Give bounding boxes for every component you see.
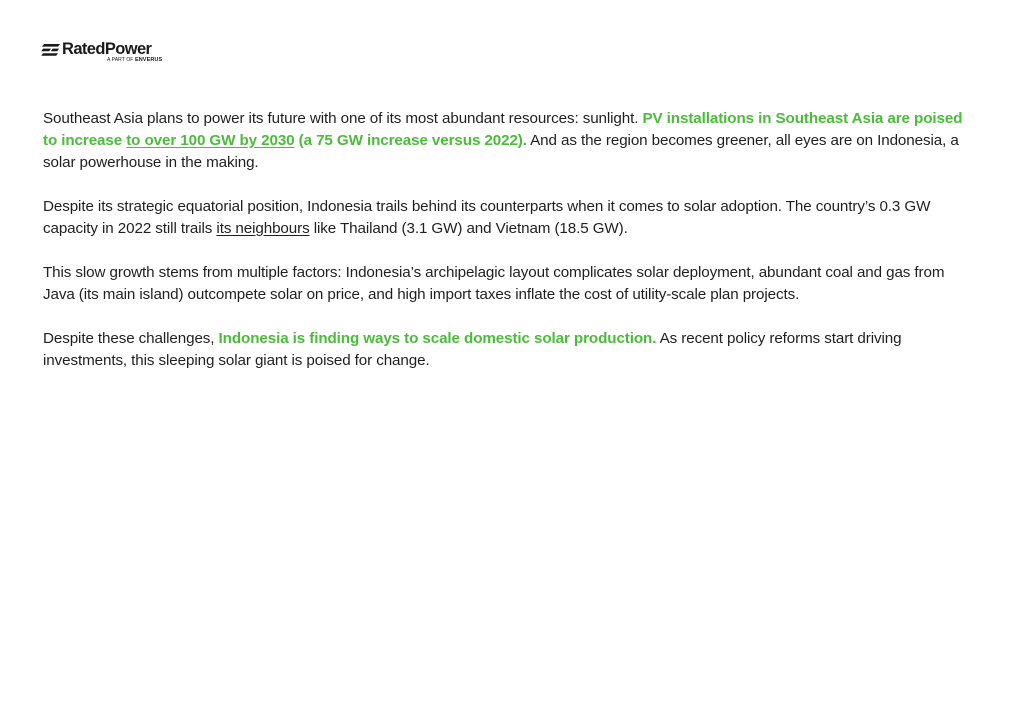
paragraph-4 xyxy=(43,328,978,372)
brand-tagline-brand: ENVERUS xyxy=(134,57,163,63)
ratedpower-mark-icon xyxy=(41,43,60,55)
paragraph-4-text-a: Despite these challenges, xyxy=(43,330,219,347)
brand-tagline-prefix: A PART OF xyxy=(107,57,134,63)
its-neighbours-link[interactable]: its neighbours xyxy=(216,220,310,237)
paragraph-1-highlight-b: (a 75 GW increase versus 2022). xyxy=(294,132,527,149)
paragraph-1-text-b: And as the region becomes greener, all eyes are on Indonesia, a solar powerhouse in the making. xyxy=(43,132,959,171)
paragraph-2 xyxy=(43,196,978,240)
paragraph-1 xyxy=(43,108,978,174)
ratedpower-logo[interactable] xyxy=(41,41,161,65)
brand-tagline xyxy=(107,57,162,63)
paragraph-1-highlight-a: PV installations in Southeast Asia are poised to increase xyxy=(43,110,963,149)
pv-forecast-link[interactable]: to over 100 GW by 2030 xyxy=(126,132,295,149)
paragraph-1-text-a: Southeast Asia plans to power its future with one of its most abundant resources: sunlight. xyxy=(43,110,643,127)
brand-name: RatedPower xyxy=(62,40,152,58)
paragraph-3: This slow growth stems from multiple factors: Indonesia’s archipelagic layout complicates solar deployment, abundant coal and gas from Java (its main island) outcompete solar on price, and high import taxes inflate the cost of utility-scale plan projects. xyxy=(43,264,945,303)
article-body xyxy=(43,108,978,394)
paragraph-4-highlight: Indonesia is finding ways to scale domestic solar production. xyxy=(218,330,657,347)
paragraph-2-text-b: like Thailand (3.1 GW) and Vietnam (18.5 GW). xyxy=(309,220,628,237)
paragraph-4-text-b: As recent policy reforms start driving investments, this sleeping solar giant is poised for change. xyxy=(43,330,902,369)
paragraph-2-text-a: Despite its strategic equatorial position, Indonesia trails behind its counterparts when it comes to solar adoption. The country’s 0.3 GW capacity in 2022 still trails xyxy=(43,198,931,237)
